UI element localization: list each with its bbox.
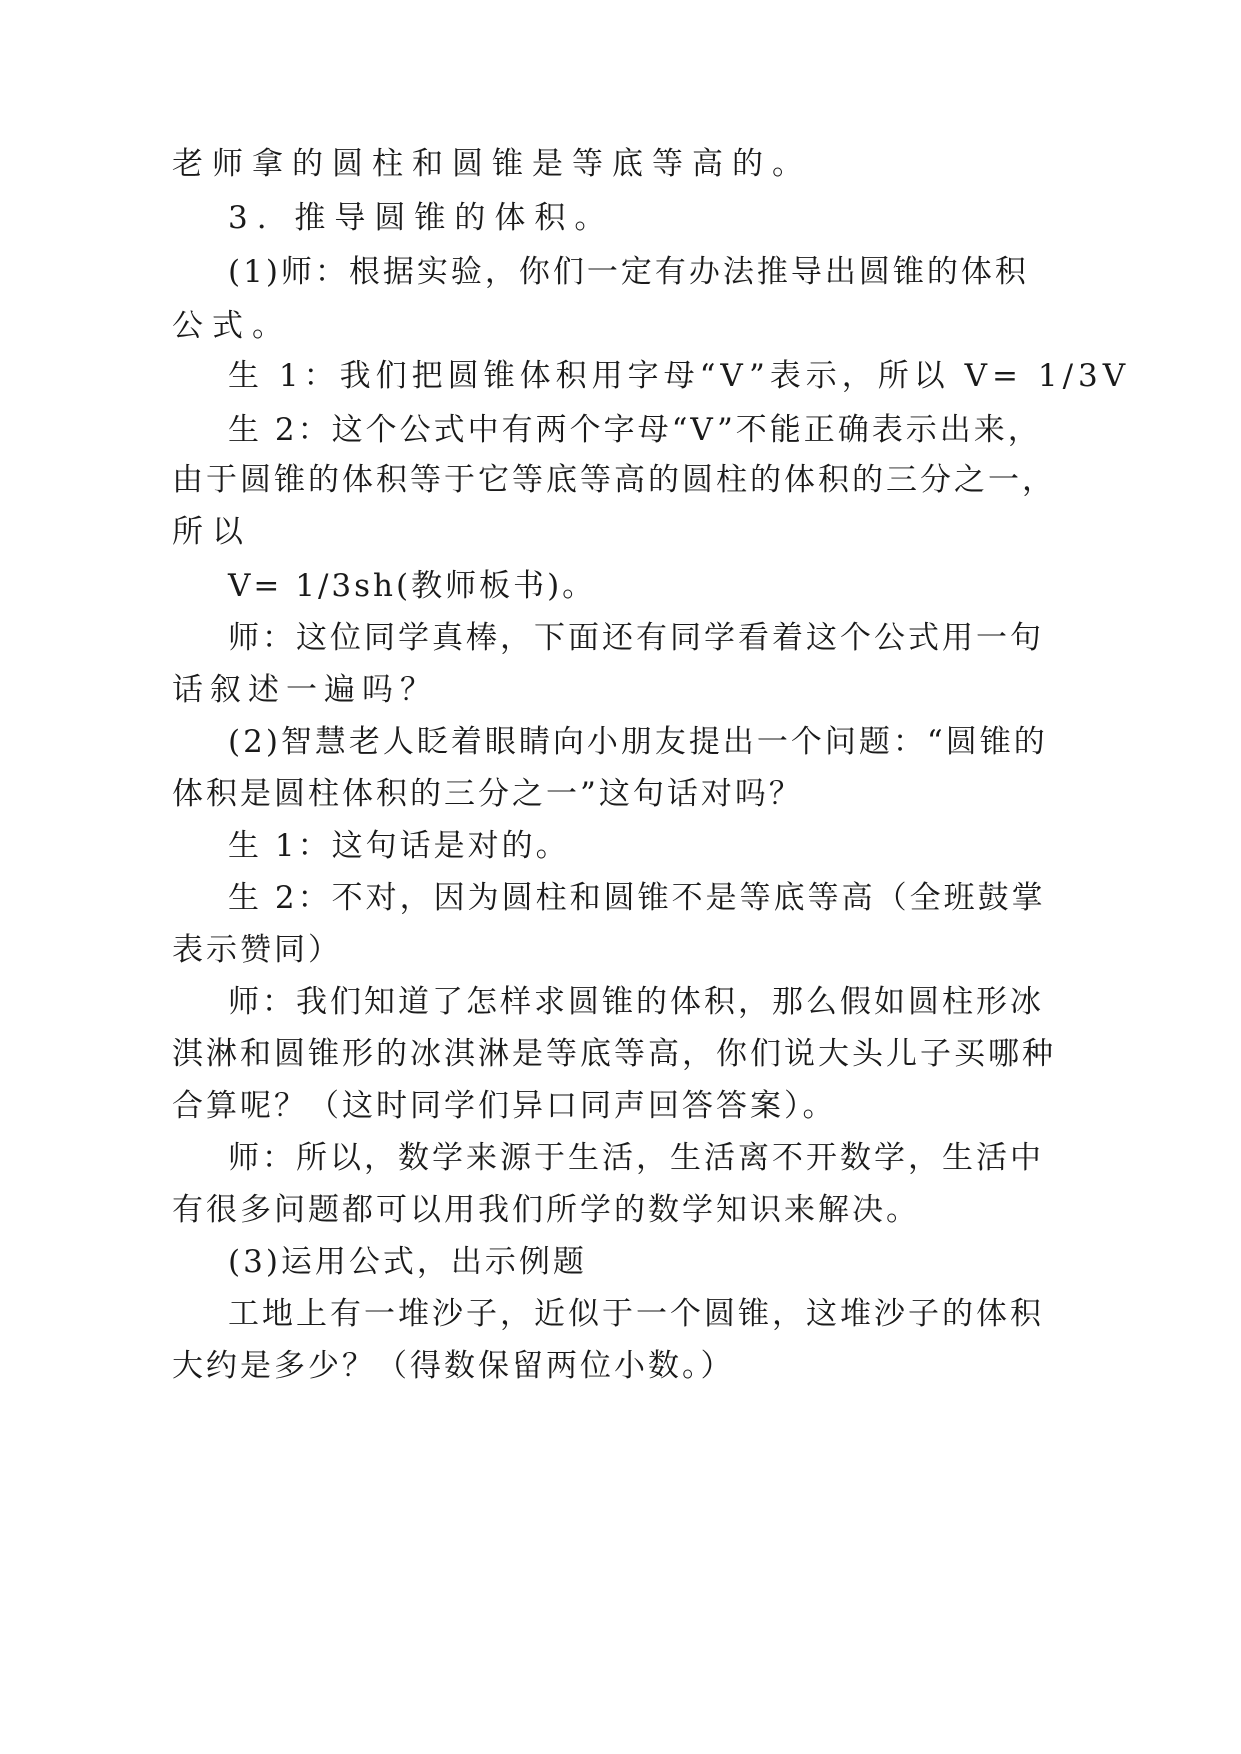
text-line: 体积是圆柱体积的三分之一”这句话对吗？ [172,776,803,812]
text-line: (3)运用公式，出示例题 [228,1244,587,1280]
text-line: 话叙述一遍吗？ [172,672,438,708]
text-line: 由于圆锥的体积等于它等底等高的圆柱的体积的三分之一， [172,462,1056,498]
text-line: 师：这位同学真棒，下面还有同学看着这个公式用一句 [228,620,1044,656]
text-line: 所以 [172,514,252,550]
text-line: (2)智慧老人眨着眼睛向小朋友提出一个问题：“圆锥的 [228,724,1048,760]
text-line: 工地上有一堆沙子，近似于一个圆锥，这堆沙子的体积 [228,1296,1044,1332]
text-line: 合算呢？（这时同学们异口同声回答答案）。 [172,1088,837,1124]
text-line: (1)师：根据实验，你们一定有办法推导出圆锥的体积 [228,254,1029,290]
text-line: 淇淋和圆锥形的冰淇淋是等底等高，你们说大头儿子买哪种 [172,1036,1056,1072]
text-line: 大约是多少？（得数保留两位小数。） [172,1348,735,1384]
text-line: 生 1：这句话是对的。 [228,828,570,864]
text-line: 3. 推导圆锥的体积。 [228,200,615,236]
text-line: 生 1：我们把圆锥体积用字母“V”表示，所以 V= 1/3V [228,358,1131,394]
text-line: 公式。 [172,308,292,344]
text-line: V= 1/3sh(教师板书)。 [228,568,597,604]
text-line: 老师拿的圆柱和圆锥是等底等高的。 [172,146,812,182]
text-line: 生 2：这个公式中有两个字母“V”不能正确表示出来， [228,412,1042,448]
text-line: 有很多问题都可以用我们所学的数学知识来解决。 [172,1192,920,1228]
text-line: 表示赞同） [172,932,342,968]
text-line: 师：所以，数学来源于生活，生活离不开数学，生活中 [228,1140,1044,1176]
text-line: 生 2：不对，因为圆柱和圆锥不是等底等高（全班鼓掌 [228,880,1046,916]
text-line: 师：我们知道了怎样求圆锥的体积，那么假如圆柱形冰 [228,984,1044,1020]
